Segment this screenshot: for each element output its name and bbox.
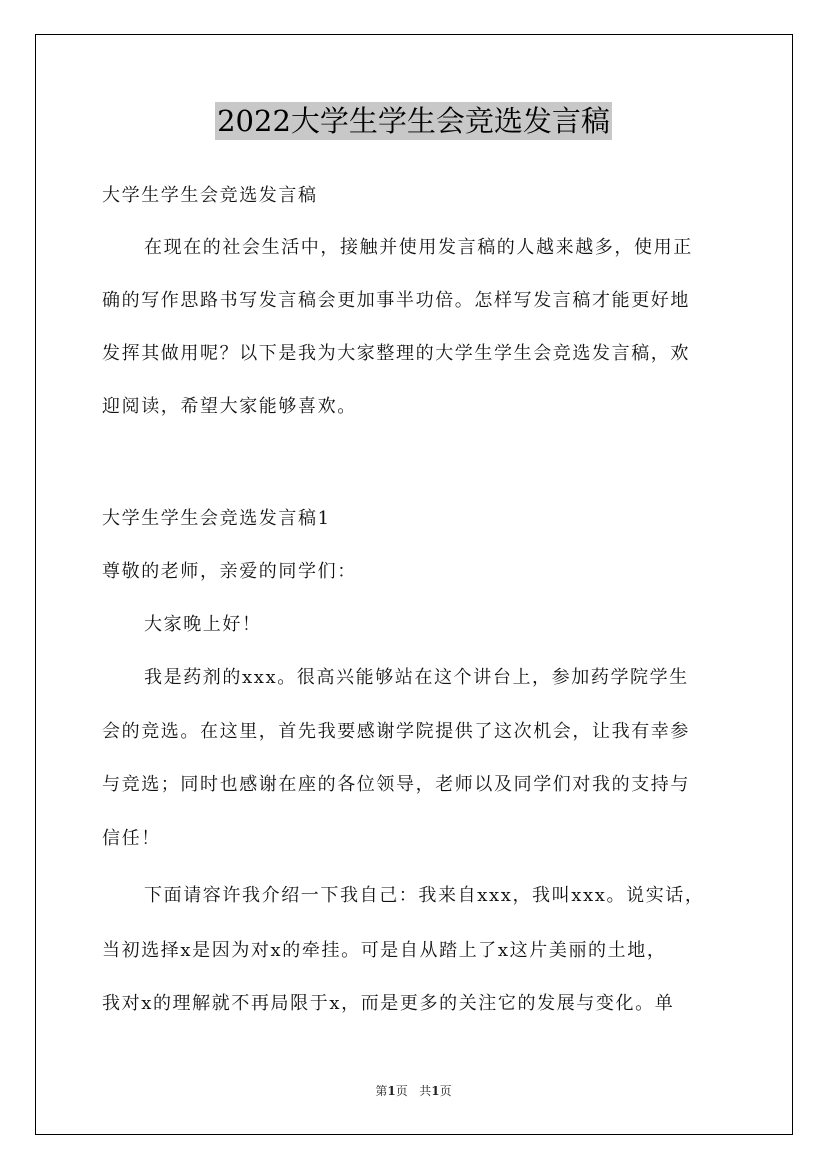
body-line: 当初选择x是因为对x的牵挂。可是自从踏上了x这片美丽的土地， (102, 940, 667, 961)
intro-line: 发挥其做用呢？以下是我为大家整理的大学生学生会竞选发言稿，欢 (102, 343, 690, 364)
salutation: 尊敬的老师，亲爱的同学们： (102, 561, 357, 582)
title-container (0, 102, 827, 140)
document-subtitle: 大学生学生会竞选发言稿 (102, 185, 318, 206)
page-current: 1 (387, 1084, 396, 1098)
body-line: 下面请容许我介绍一下我自己：我来自xxx，我叫xxx。说实话， (144, 885, 705, 906)
body-line: 与竞选；同时也感谢在座的各位领导，老师以及同学们对我的支持与 (102, 774, 690, 795)
section-heading: 大学生学生会竞选发言稿1 (102, 508, 331, 529)
body-line: 我是药剂的xxx。很高兴能够站在这个讲台上，参加药学院学生 (144, 667, 689, 688)
intro-line: 迎阅读，希望大家能够喜欢。 (102, 396, 357, 417)
document-title: 2022大学生学生会竞选发言稿 (217, 104, 610, 138)
intro-line: 在现在的社会生活中，接触并使用发言稿的人越来越多，使用正 (144, 237, 693, 258)
page-suffix: 页 (439, 1084, 452, 1098)
page-total: 1 (431, 1084, 440, 1098)
page-footer (0, 1083, 827, 1099)
body-line: 我对x的理解就不再局限于x，而是更多的关注它的发展与变化。单 (102, 993, 675, 1014)
body-line: 会的竞选。在这里，首先我要感谢学院提供了这次机会，让我有幸参 (102, 721, 690, 742)
greeting: 大家晚上好！ (144, 614, 262, 635)
intro-line: 确的写作思路书写发言稿会更加事半功倍。怎样写发言稿才能更好地 (102, 290, 690, 311)
page-prefix: 第 (375, 1084, 388, 1098)
page-mid: 页 共 (395, 1084, 432, 1098)
body-line: 信任！ (102, 828, 161, 849)
